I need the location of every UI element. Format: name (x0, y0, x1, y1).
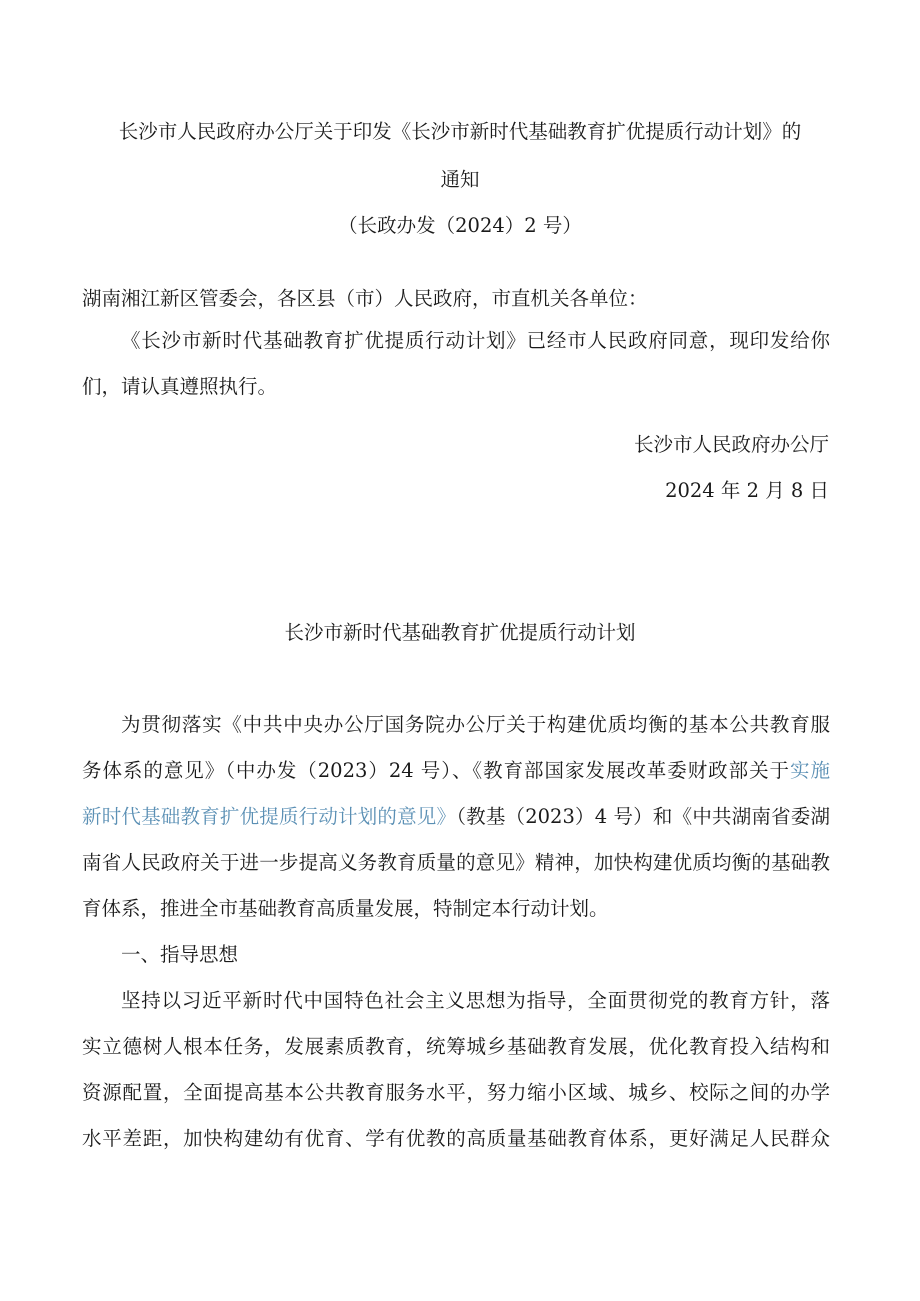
section1-line3: 资源配置，全面提高基本公共教育服务水平，努力缩小区域、城乡、校际之间的办学 (82, 1081, 830, 1104)
addressee: 湖南湘江新区管委会，各区县（市）人民政府，市直机关各单位： (82, 287, 648, 310)
notice-title-line1: 长沙市人民政府办公厅关于印发《长沙市新时代基础教育扩优提质行动计划》的 (118, 120, 802, 143)
plan-title: 长沙市新时代基础教育扩优提质行动计划 (284, 621, 636, 644)
section1-line1: 坚持以习近平新时代中国特色社会主义思想为指导，全面贯彻党的教育方针，落 (121, 989, 830, 1012)
intro-line5: 育体系，推进全市基础教育高质量发展，特制定本行动计划。 (82, 897, 609, 920)
doc-number: （长政办发（2024）2 号） (338, 214, 582, 237)
policy-link-part2[interactable]: 新时代基础教育扩优提质行动计划的意见》 (82, 805, 457, 828)
intro-line3 (82, 804, 830, 830)
notice-body-line2: 们，请认真遵照执行。 (82, 375, 278, 398)
intro-line2 (82, 758, 830, 784)
section1-line4: 水平差距，加快构建幼有优育、学有优教的高质量基础教育体系，更好满足人民群众 (82, 1127, 830, 1150)
signature: 长沙市人民政府办公厅 (633, 433, 829, 456)
intro-line2-text: 务体系的意见》（中办发（2023）24 号）、《教育部国家发展改革委财政部关于 (82, 759, 791, 782)
intro-line4: 南省人民政府关于进一步提高义务教育质量的意见》精神，加快构建优质均衡的基础教 (82, 851, 830, 874)
section1-line2: 实立德树人根本任务，发展素质教育，统筹城乡基础教育发展，优化教育投入结构和 (82, 1035, 830, 1058)
section1-heading: 一、指导思想 (121, 943, 239, 966)
notice-title-line2: 通知 (440, 168, 480, 191)
notice-body-line1: 《长沙市新时代基础教育扩优提质行动计划》已经市人民政府同意，现印发给你 (121, 329, 830, 352)
intro-line3-text: （教基（2023）4 号）和《中共湖南省委湖 (456, 805, 830, 828)
policy-link-part1[interactable]: 实施 (790, 759, 830, 782)
intro-line1: 为贯彻落实《中共中央办公厅国务院办公厅关于构建优质均衡的基本公共教育服 (121, 713, 830, 736)
issue-date: 2024 年 2 月 8 日 (665, 479, 829, 502)
